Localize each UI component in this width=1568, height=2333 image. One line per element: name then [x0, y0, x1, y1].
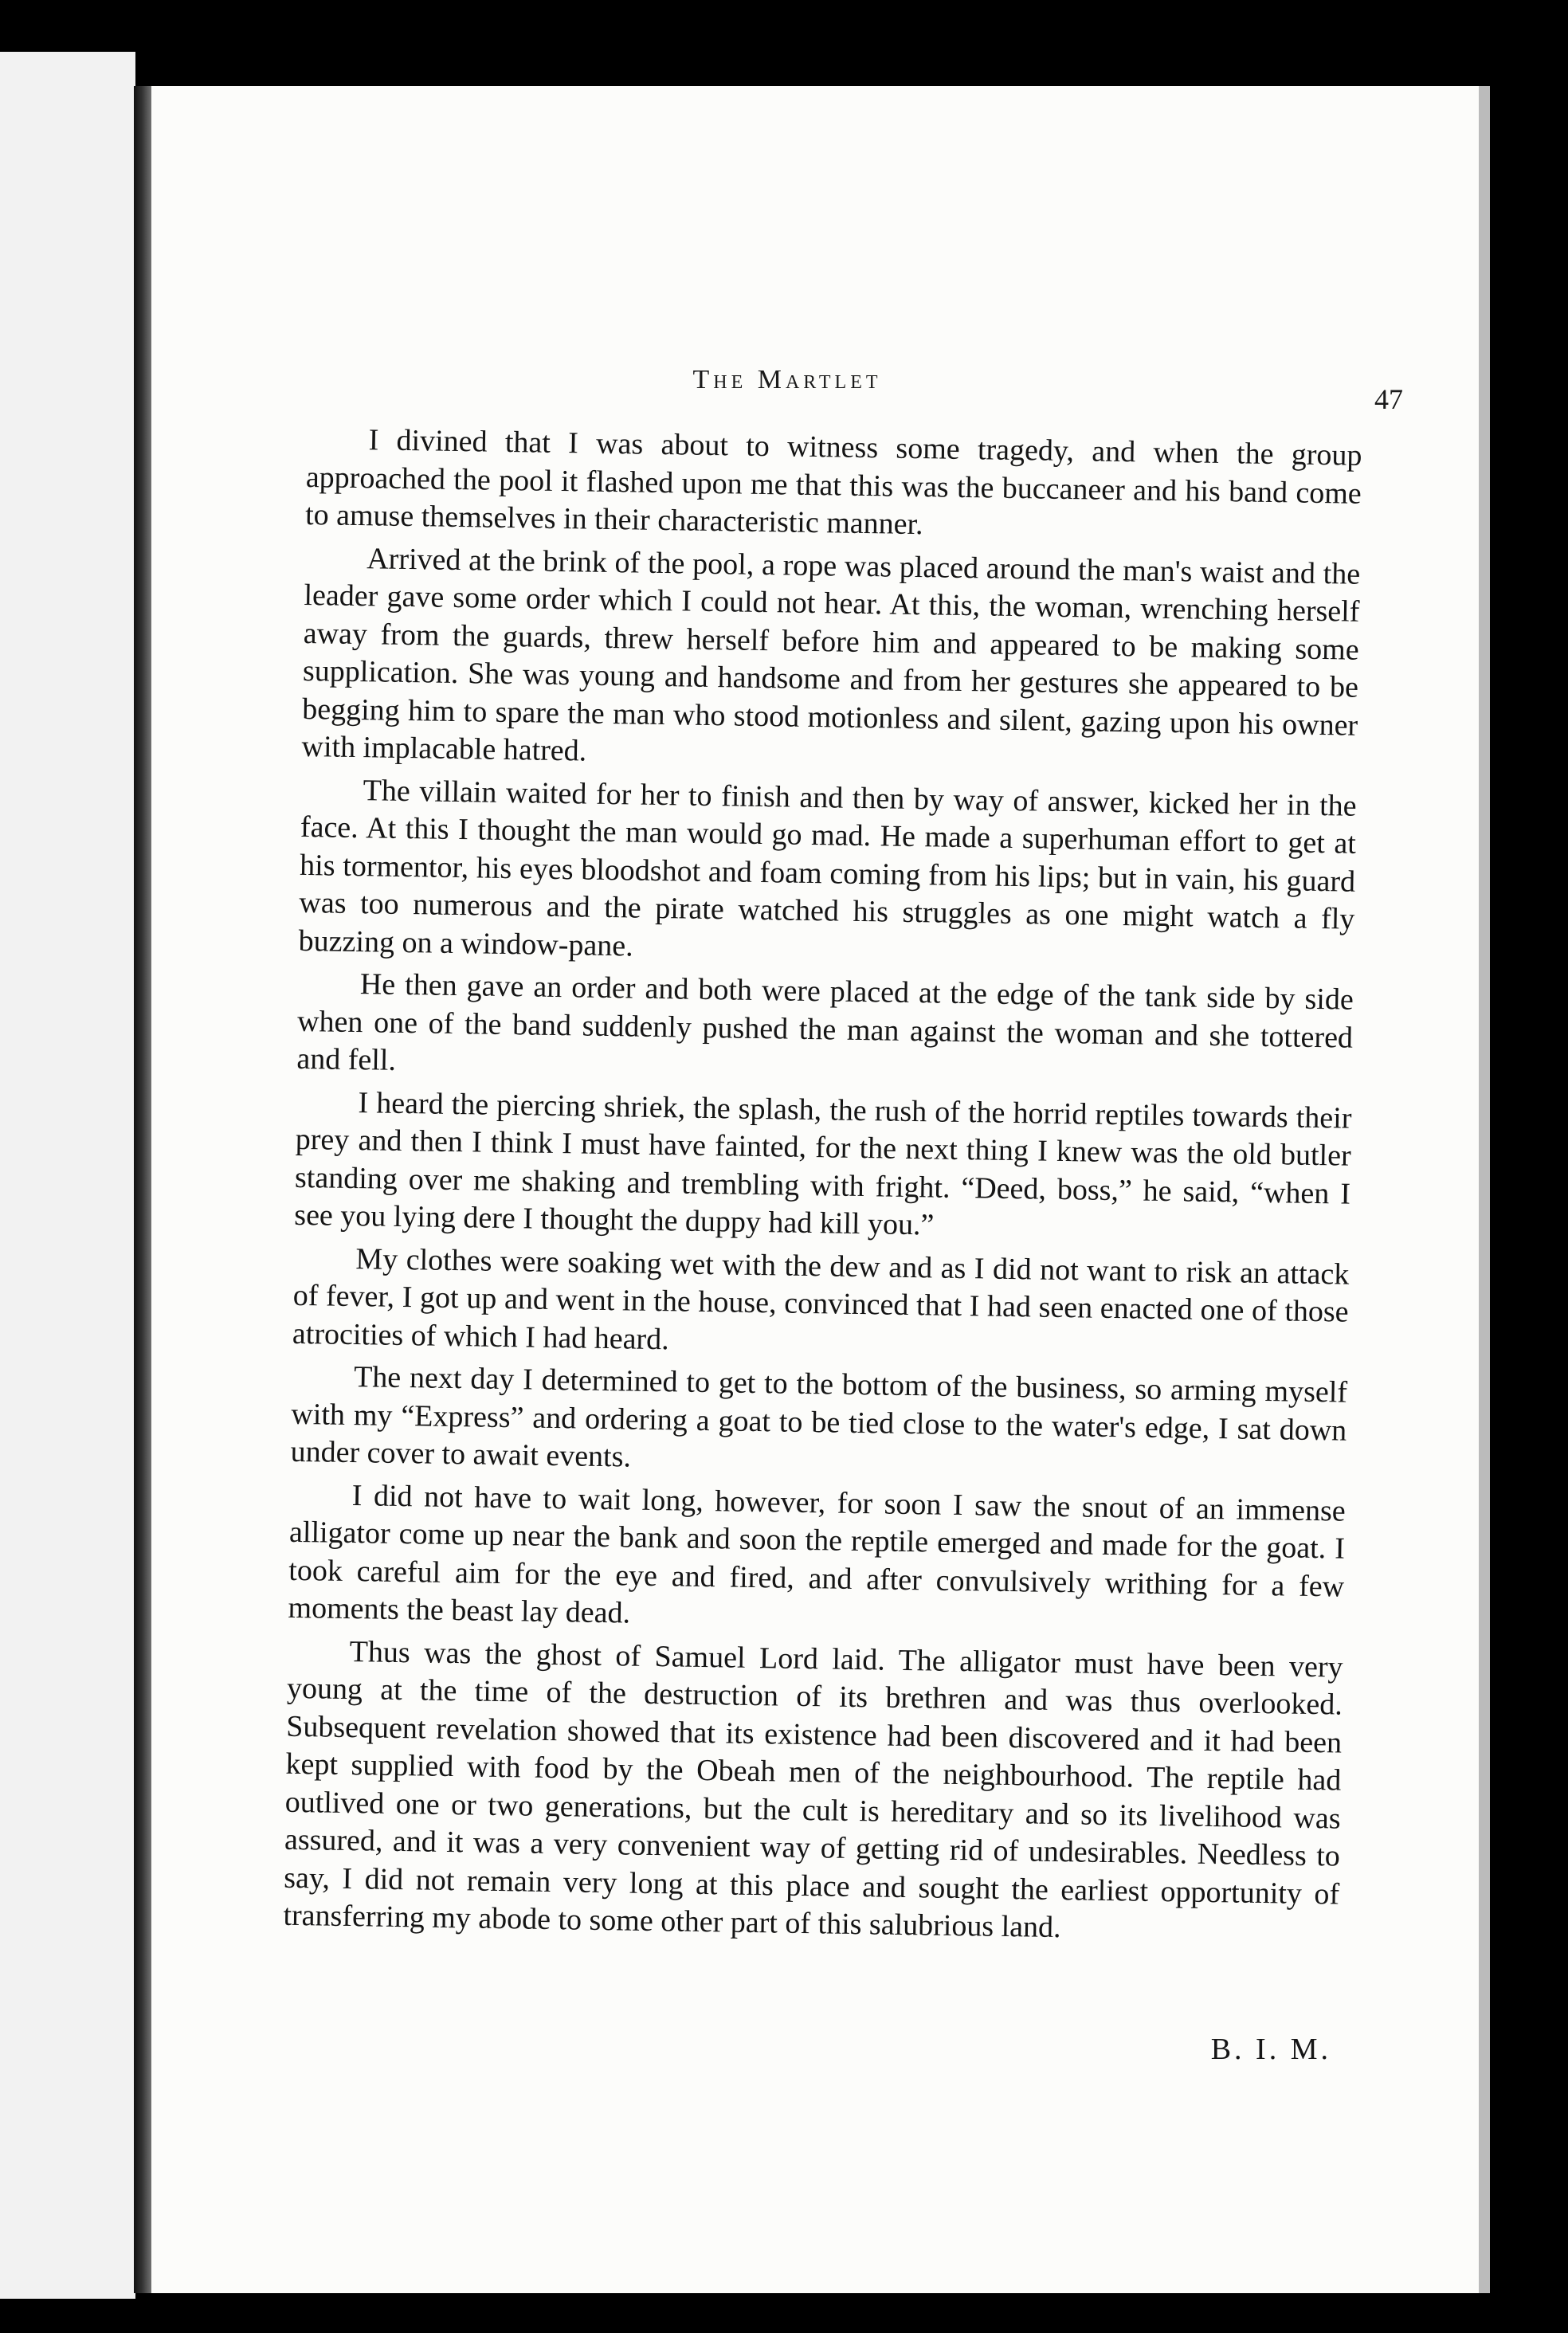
- paragraph: I heard the piercing shriek, the splash, the rush of the horrid reptiles towards their prey and then I think I must have fainted, for the next thing I knew was the old butler standing over me shaking and trembling with fright. “Deed, boss,” he said, “when I see you lying dere I thought the duppy had kill you.”: [294, 1085, 1352, 1242]
- article-body: [283, 421, 1362, 1956]
- paragraph: He then gave an order and both were placed at the edge of the tank side by side when one of the band suddenly pushed the man against the woman and she tottered and fell.: [296, 967, 1354, 1077]
- paragraph: My clothes were soaking wet with the dew and as I did not want to risk an attack of fever, I got up and went in the house, convinced that I had seen enacted one of those atrocities of which I had heard.: [292, 1241, 1350, 1356]
- facing-page-edge: [0, 52, 135, 2299]
- page-number: 47: [1374, 383, 1403, 415]
- paragraph: I did not have to wait long, however, for soon I saw the snout of an immense alligator come up near the bank and soon the reptile emerged and made for the goat. I took careful aim for the eye and fired, and after convulsively writhing for a few moments the beast lay dead.: [288, 1478, 1347, 1630]
- paragraph: The next day I determined to get to the bottom of the business, so arming myself with my “Express” and ordering a goat to be tied close to the water's edge, I sat down under cover to await events.: [290, 1360, 1348, 1474]
- paragraph: Thus was the ghost of Samuel Lord laid. The alligator must have been very young at the time of the destruction of its brethren and was thus overlooked. Subsequent revelation showed that its existence had been discovered and it had been kept supplied with food by the Obeah men of the neighbourhood. The reptile had outlived one or two generations, but the cult is hereditary and so its livelihood was assured, and it was a very convenient way of getting rid of undesirables. Needless to say, I did not remain very long at this place and sought the earliest opportunity of transferring my abode to some other part of this salubrious land.: [283, 1634, 1343, 1945]
- paragraph: Arrived at the brink of the pool, a rope was placed around the man's waist and the leader gave some order which I could not hear. At this, the woman, wrenching herself away from the guards, threw herself before him and appeared to be making some supplication. She was young and handsome and from her gestures she appeared to be begging him to spare the man who stood motionless and silent, gazing upon his owner with implacable hatred.: [301, 541, 1361, 768]
- author-initials: B. I. M.: [1210, 2033, 1331, 2066]
- paragraph: The villain waited for her to finish and then by way of answer, kicked her in the face. At this I thought the man would go mad. He made a superhuman effort to get at his tormentor, his eyes bloodshot and foam coming from his lips; but in vain, his guard was too numerous and the pirate watched his struggles as one might watch a fly buzzing on a window-pane.: [298, 773, 1357, 963]
- book-page: [151, 86, 1490, 2293]
- paragraph: I divined that I was about to witness some tragedy, and when the group approached the pool it flashed upon me that this was the buccaneer and his band come to amuse themselves in their characteristic manner.: [304, 423, 1362, 542]
- running-head: The Martlet: [692, 365, 882, 394]
